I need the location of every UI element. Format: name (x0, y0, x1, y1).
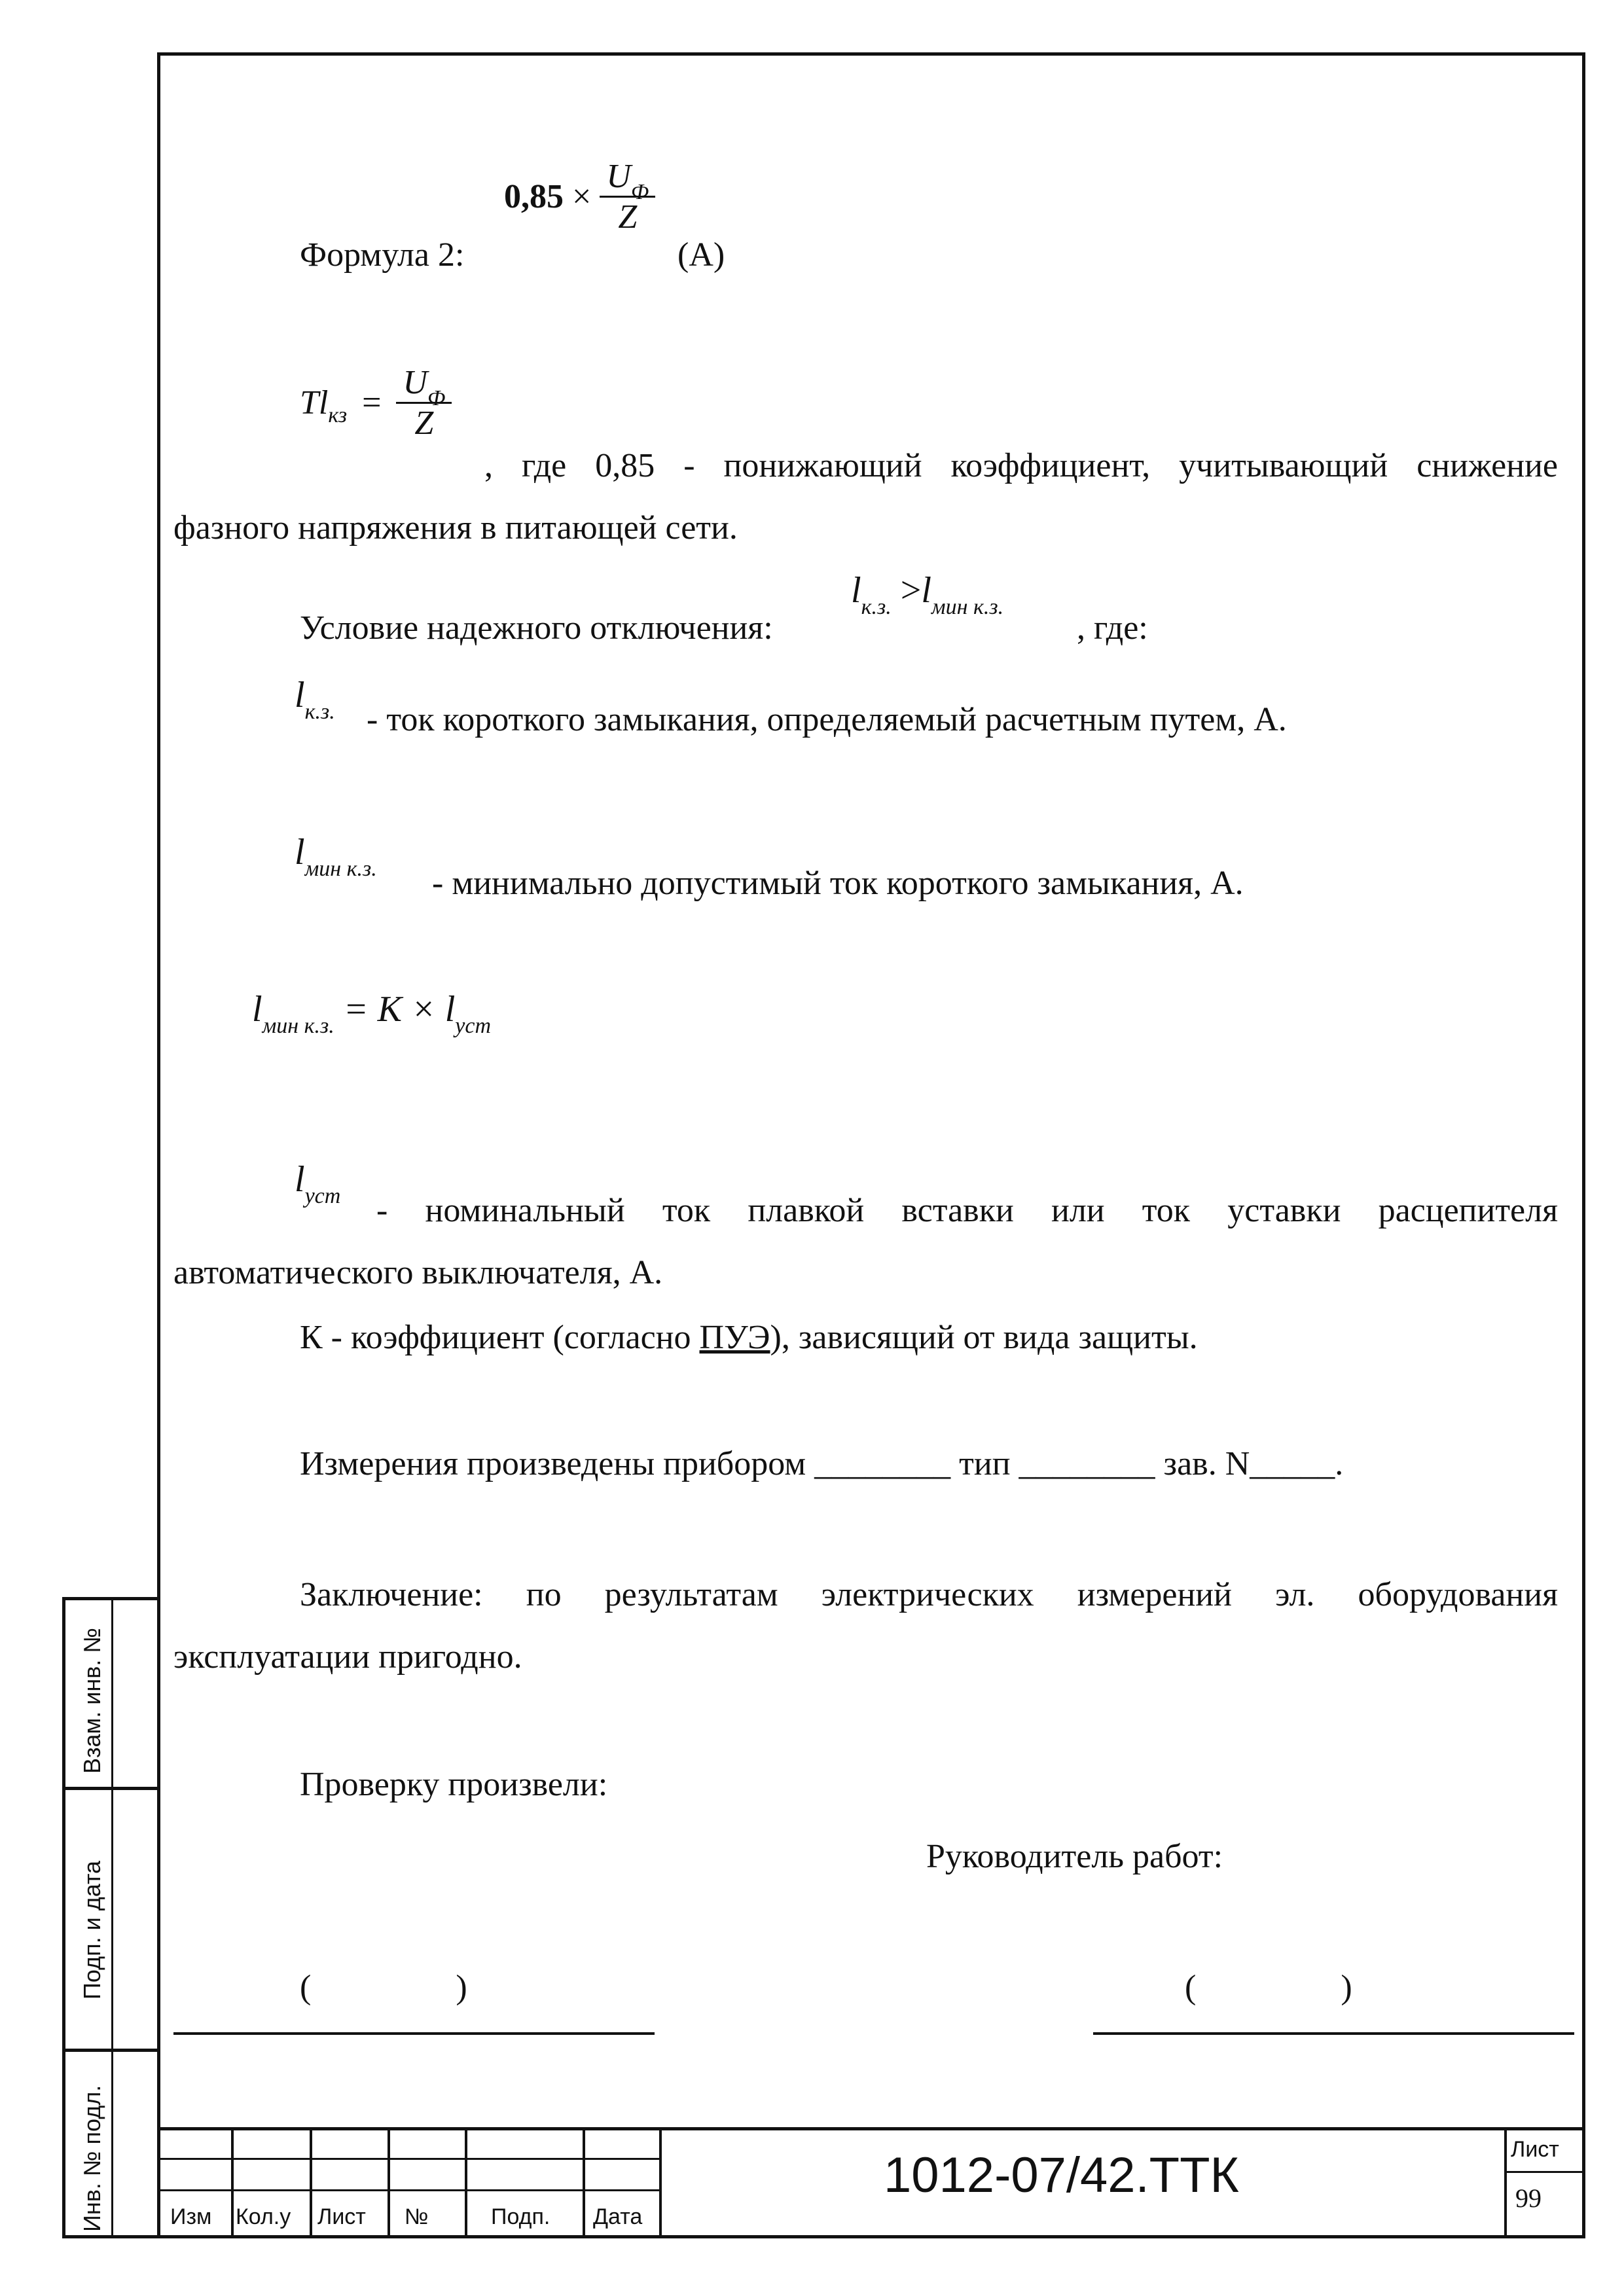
def2-symbol (295, 831, 377, 881)
formula2-expr (504, 157, 655, 236)
def3-text-line2: автоматического выключателя, А. (173, 1254, 663, 1291)
formula-min-l: l (252, 989, 262, 1030)
stamp-col-2 (310, 2127, 312, 2238)
condition-r-sub: мин к.з. (931, 595, 1004, 619)
stamp-col-6 (659, 2127, 662, 2238)
def2-sub: мин к.з. (304, 857, 377, 881)
side-label-inv-orig: Инв. № подл. (79, 2085, 105, 2232)
side-inner-line (111, 1597, 113, 2238)
def1-text: - ток короткого замыкания, определяемый расчетным путем, А. (367, 701, 1287, 738)
stamp-hdr-izm: Изм (170, 2204, 212, 2229)
signature-line-left (173, 2032, 655, 2035)
formula2-coef: 0,85 (504, 178, 564, 215)
tlkz-num-sub: Ф (427, 386, 446, 410)
stamp-top-line (157, 2127, 1585, 2130)
k-line-post: ), зависящий от вида защиты. (770, 1319, 1198, 1356)
k-line (300, 1317, 1198, 1359)
formula-min-r: l (444, 989, 456, 1030)
paren-left: ( ) (300, 1969, 467, 2006)
stamp-col-3 (388, 2127, 390, 2238)
def2-sym: l (295, 832, 305, 872)
def3-text-line1: - номинальный ток плавкой вставки или ток уставки расцепителя (376, 1192, 1558, 1229)
def1-sym: l (295, 675, 305, 715)
def2-text: - минимально допустимый ток короткого замыкания, А. (432, 865, 1244, 902)
stamp-col-4 (465, 2127, 467, 2238)
k-line-pre: К - коэффициент (согласно (300, 1319, 700, 1356)
tlkz-den: Z (414, 404, 434, 442)
formula2-label: Формула 2: (300, 236, 465, 274)
formula2-times: × (572, 178, 592, 215)
head-label: Руководитель работ: (926, 1838, 1223, 1875)
stamp-col-5 (583, 2127, 585, 2238)
conclusion-line2: эксплуатации пригодно. (173, 1638, 522, 1676)
tlkz-eq: = (362, 384, 382, 422)
k-line-link[interactable]: ПУЭ (699, 1319, 770, 1356)
def3-sym: l (295, 1159, 305, 1200)
stamp-col-1 (231, 2127, 234, 2238)
measure-line: Измерения произведены прибором ________ тип ________ зав. N_____. (300, 1445, 1344, 1482)
title-block (157, 2127, 1585, 2238)
tlkz-lhs: Tl (300, 384, 329, 422)
condition-r: l (921, 570, 931, 611)
def3-sub: уст (304, 1184, 341, 1208)
side-label-inv-zam: Взам. инв. № (79, 1627, 105, 1774)
formula-min-r-sub: уст (455, 1014, 492, 1038)
doc-code: 1012-07/42.ТТК (884, 2147, 1239, 2203)
formula2-num: U (606, 158, 631, 195)
formula-min-l-sub: мин к.з. (262, 1014, 334, 1038)
def3-symbol (295, 1158, 341, 1208)
def1-symbol (295, 674, 335, 724)
condition-gt: > (900, 570, 922, 611)
stamp-hdr-podp: Подп. (491, 2204, 550, 2229)
stamp-hdr-data: Дата (593, 2204, 643, 2229)
conclusion-line1: Заключение: по результатам электрических измерений эл. оборудования (300, 1576, 1558, 1613)
stamp-col-7 (1504, 2127, 1507, 2238)
stamp-sheet-line (1504, 2171, 1585, 2173)
side-label-sign-date: Подп. и дата (79, 1860, 105, 2000)
formula2-den: Z (618, 198, 638, 236)
tlkz-fraction (396, 363, 452, 442)
condition-l-sub: к.з. (861, 595, 892, 619)
formula2-unit: (А) (677, 236, 725, 274)
sheet-number: 99 (1515, 2183, 1542, 2213)
stamp-hdr-kolu: Кол.у (236, 2204, 291, 2229)
def1-sub: к.з. (304, 700, 335, 724)
side-divider-3 (62, 1597, 65, 2238)
sheet-label: Лист (1511, 2137, 1559, 2162)
tlkz-text-line1: , где 0,85 - понижающий коэффициент, учитывающий снижение (484, 447, 1558, 484)
tlkz-lhs-sub: кз (328, 403, 348, 428)
stamp-hdr-no: № (405, 2204, 429, 2229)
signature-line-right (1093, 2032, 1574, 2035)
stamp-hdr-list: Лист (317, 2204, 366, 2229)
condition-expr (851, 569, 1004, 619)
checked-label: Проверку произвели: (300, 1766, 608, 1803)
tlkz-expr (300, 363, 452, 442)
tlkz-text-line2: фазного напряжения в питающей сети. (173, 509, 738, 547)
condition-tail: , где: (1077, 609, 1148, 647)
formula-min (252, 988, 492, 1038)
tlkz-num: U (403, 364, 427, 401)
formula-min-eq: = K × (343, 989, 436, 1030)
paren-right: ( ) (1185, 1969, 1352, 2006)
formula2-fraction (600, 157, 655, 236)
formula2-num-sub: Ф (630, 180, 649, 204)
condition-text: Условие надежного отключения: (300, 609, 773, 647)
condition-l: l (851, 570, 861, 611)
